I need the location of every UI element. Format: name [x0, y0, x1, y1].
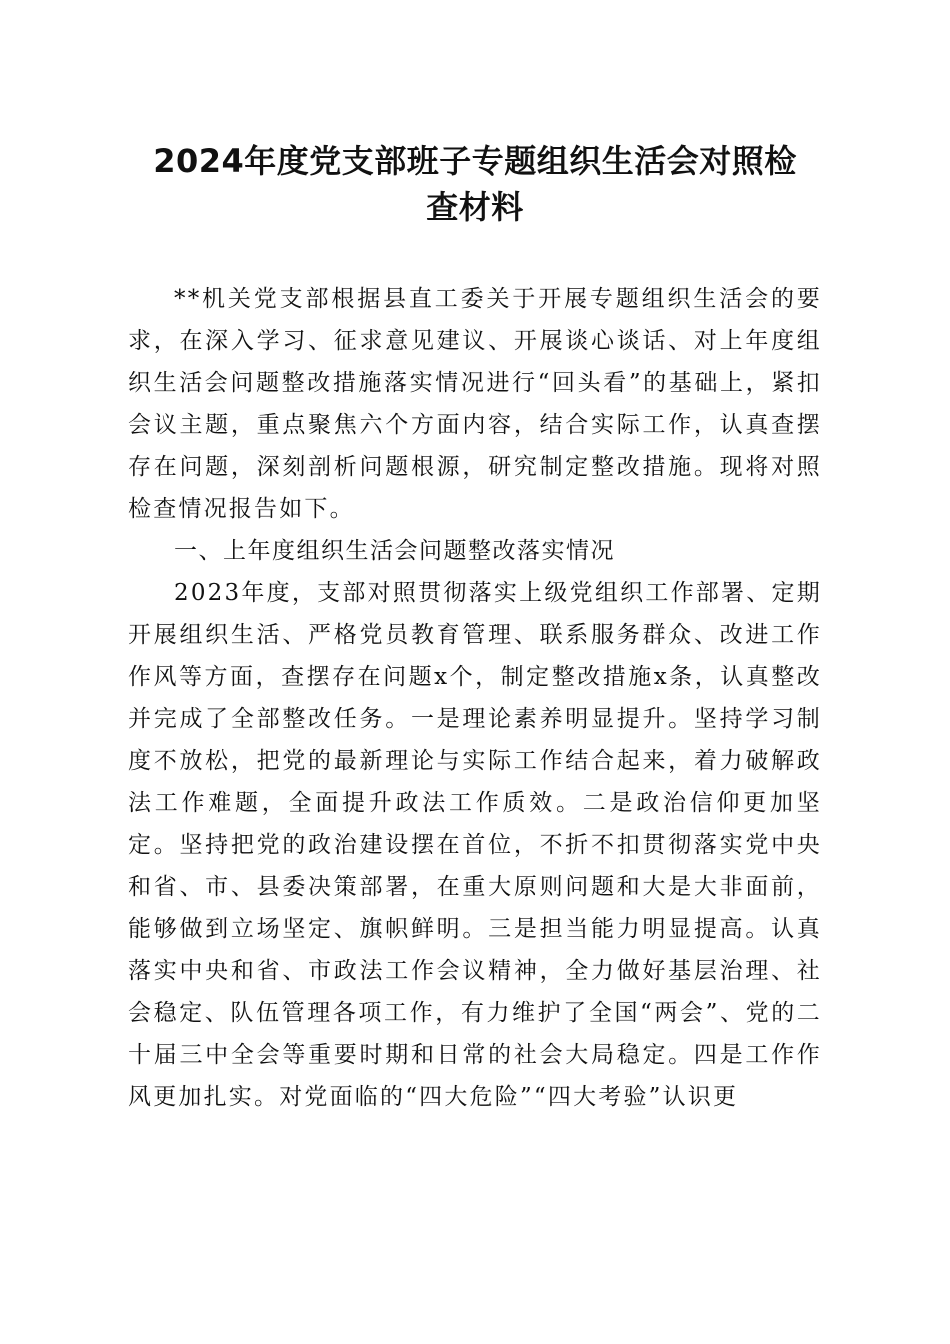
intro-paragraph: **机关党支部根据县直工委关于开展专题组织生活会的要求，在深入学习、征求意见建议、开展谈心谈话、对上年度组织生活会问题整改措施落实情况进行“回头看”的基础上，紧扣会议主题，重点聚焦六个方面内容，结合实际工作，认真查摆存在问题，深刻剖析问题根源，研究制定整改措施。现将对照检查情况报告如下。	[128, 286, 822, 522]
title-line-1: 2024年度党支部班子专题组织生活会对照检	[153, 142, 797, 180]
document-title	[120, 138, 830, 230]
section-1-heading: 一、上年度组织生活会问题整改落实情况	[174, 538, 615, 564]
title-line-2: 查材料	[426, 188, 524, 226]
section-1-paragraph: 2023年度，支部对照贯彻落实上级党组织工作部署、定期开展组织生活、严格党员教育管理、联系服务群众、改进工作作风等方面，查摆存在问题x个，制定整改措施x条，认真整改并完成了全部整改任务。一是理论素养明显提升。坚持学习制度不放松，把党的最新理论与实际工作结合起来，着力破解政法工作难题，全面提升政法工作质效。二是政治信仰更加坚定。坚持把党的政治建设摆在首位，不折不扣贯彻落实党中央和省、市、县委决策部署，在重大原则问题和大是大非面前，能够做到立场坚定、旗帜鲜明。三是担当能力明显提高。认真落实中央和省、市政法工作会议精神，全力做好基层治理、社会稳定、队伍管理各项工作，有力维护了全国“两会”、党的二十届三中全会等重要时期和日常的社会大局稳定。四是工作作风更加扎实。对党面临的“四大危险”“四大考验”认识更	[128, 580, 822, 1110]
document-body	[128, 278, 822, 1118]
